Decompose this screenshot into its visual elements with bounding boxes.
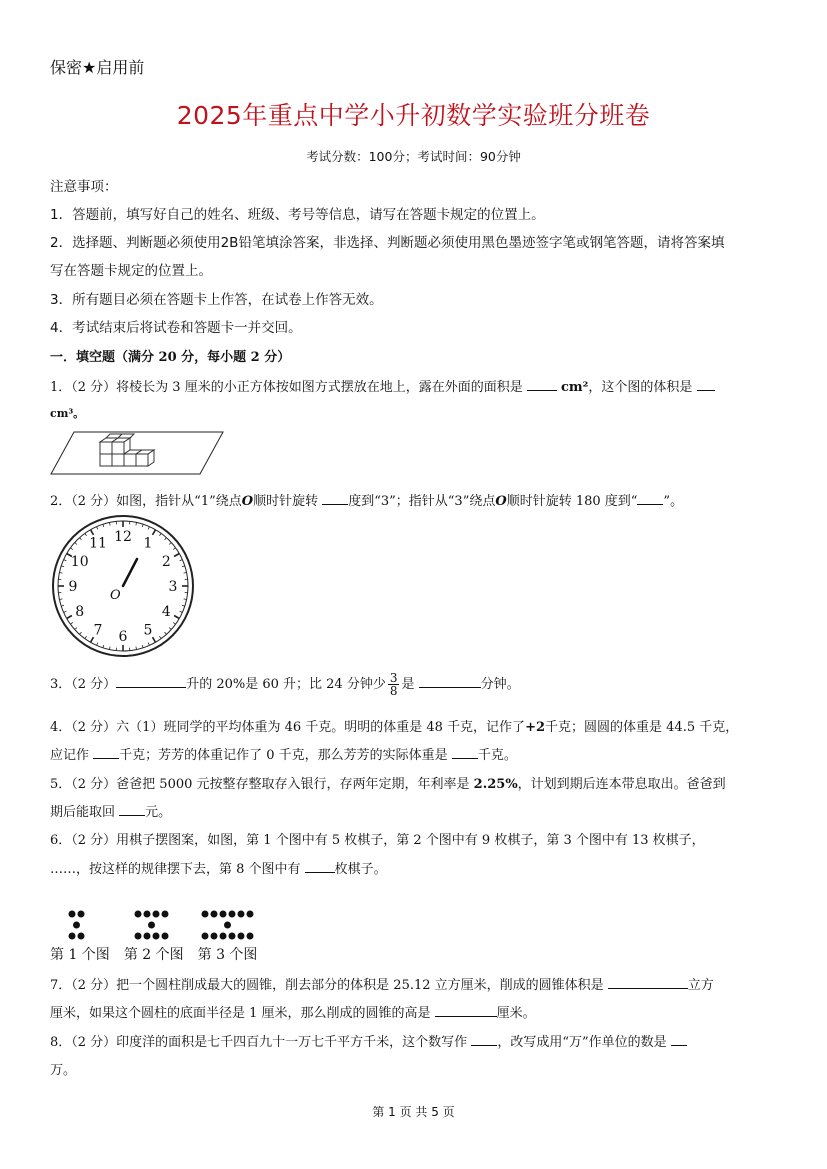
- chess-piece: [247, 911, 254, 918]
- chess-piece: [229, 911, 236, 918]
- q4-text-e: 千克。: [477, 748, 517, 763]
- q1-blank-2[interactable]: [697, 378, 715, 391]
- q7-text-b: 立方: [687, 978, 714, 993]
- question-5: [50, 773, 726, 792]
- chess-piece: [73, 922, 80, 929]
- chess-pattern-figure: [50, 908, 280, 944]
- clock-figure: [50, 513, 200, 659]
- clock-number: 2: [161, 554, 171, 570]
- note-item: 3．所有题目必须在答题卡上作答，在试卷上作答无效。: [50, 292, 383, 308]
- question-1: [50, 376, 715, 395]
- q2-blank-2[interactable]: [637, 492, 663, 505]
- clock-number: 10: [70, 554, 89, 570]
- chess-piece: [238, 933, 245, 940]
- clock-number: 11: [89, 535, 107, 552]
- chess-piece: [78, 933, 85, 940]
- chess-piece: [224, 922, 231, 929]
- q5-text-c: 期后能取回: [50, 805, 120, 820]
- chess-piece: [238, 911, 245, 918]
- q2-text-a: 2．（2 分）如图，指针从“1”绕点: [50, 494, 242, 509]
- q6-text-a: 6．（2 分）用棋子摆图案，如图，第 1 个图中有 5 枚棋子，第 2 个图中有 9 枚棋子，第 3 个图中有 13 枚棋子，: [50, 833, 705, 848]
- chess-piece: [202, 933, 209, 940]
- chess-piece: [220, 933, 227, 940]
- chess-piece: [211, 933, 218, 940]
- chess-piece: [144, 933, 151, 940]
- q3-text-d: 分钟。: [480, 677, 520, 692]
- q8-text-a: 8．（2 分）印度洋的面积是七千四百九十一万七千平方千米，这个数写作: [50, 1035, 472, 1050]
- q3-blank-2[interactable]: [419, 675, 481, 688]
- question-4-line2: [50, 744, 517, 763]
- q4-text-a: 4．（2 分）六（1）班同学的平均体重为 46 千克。明明的体重是 48 千克，记作了: [50, 720, 526, 735]
- clock-number: 12: [114, 529, 132, 545]
- question-5-line2: [50, 801, 171, 820]
- q4-blank-2[interactable]: [452, 746, 478, 759]
- q2-text-e: ”。: [663, 494, 684, 509]
- note-item: 4．考试结束后将试卷和答题卡一并交回。: [50, 320, 302, 336]
- chess-piece: [153, 933, 160, 940]
- q7-blank-1[interactable]: [608, 976, 688, 989]
- cube-face: [136, 454, 148, 466]
- q2-text-c: 度到“3”；指针从“3”绕点: [348, 494, 496, 509]
- q1-unit-2: cm³。: [50, 407, 85, 420]
- pattern-caption-3: 第 3 个图: [197, 947, 258, 963]
- clock-number: 4: [161, 604, 171, 620]
- q2-text-b: 顺时针旋转: [253, 494, 323, 509]
- question-7: [50, 974, 714, 993]
- q3-text-c: 是: [401, 677, 419, 692]
- cube-figure: [50, 430, 225, 476]
- clock-number: 3: [168, 579, 178, 595]
- fraction-numerator: 3: [389, 671, 398, 685]
- q3-text-b: 升的 20%是 60 升；比 24 分钟少: [186, 677, 386, 692]
- q5-text-b: ，计划到期后连本带息取出。爸爸到: [517, 777, 726, 792]
- question-7-line2: [50, 1002, 536, 1021]
- q2-text-d: 顺时针旋转 180 度到“: [506, 494, 638, 509]
- question-3: [50, 672, 520, 698]
- question-6: [50, 829, 705, 848]
- chess-piece: [135, 911, 142, 918]
- chess-piece: [153, 911, 160, 918]
- q8-blank-2[interactable]: [671, 1033, 687, 1046]
- fraction: [388, 672, 400, 697]
- chess-piece: [211, 911, 218, 918]
- section-heading: 一．填空题（满分 20 分，每小题 2 分）: [50, 350, 291, 365]
- chess-piece: [78, 911, 85, 918]
- q8-text-b: ，改写成用“万”作单位的数是: [497, 1035, 671, 1050]
- q7-text-c: 厘米，如果这个圆柱的底面半径是 1 厘米，那么削成的圆锥的高是: [50, 1006, 435, 1021]
- clock-number: 9: [68, 579, 78, 595]
- cube-face: [112, 442, 124, 454]
- question-6-line2: [50, 858, 387, 877]
- fraction-denominator: 8: [389, 684, 398, 698]
- q3-blank-1[interactable]: [116, 675, 186, 688]
- q4-text-d: 千克；芳芳的体重记作了 0 千克，那么芳芳的实际体重是: [119, 748, 452, 763]
- clock-center-label: O: [110, 588, 121, 603]
- chess-piece: [229, 933, 236, 940]
- cube-face: [100, 442, 112, 454]
- q2-point-o: O: [241, 494, 254, 509]
- chess-piece: [162, 933, 169, 940]
- note-item: 2．选择题、判断题必须使用2B铅笔填涂答案，非选择、判断题必须使用黑色墨迹签字笔或钢笔答题，请将答案填: [50, 235, 725, 251]
- chess-piece: [69, 933, 76, 940]
- chess-piece: [148, 922, 155, 929]
- clock-number: 8: [75, 604, 85, 620]
- chess-piece: [135, 933, 142, 940]
- q5-rate: 2.25%: [473, 777, 518, 792]
- question-8-line2: [50, 1059, 76, 1078]
- note-item: 写在答题卡规定的位置上。: [50, 263, 212, 279]
- question-8: [50, 1031, 687, 1050]
- q6-text-c: 枚棋子。: [334, 862, 387, 877]
- pattern-captions: [50, 944, 257, 964]
- chess-piece: [202, 911, 209, 918]
- confidential-label: 保密★启用前: [50, 58, 145, 77]
- pattern-caption-2: 第 2 个图: [123, 947, 184, 963]
- q6-text-b: ……，按这样的规律摆下去，第 8 个图中有: [50, 862, 305, 877]
- chess-piece: [220, 911, 227, 918]
- q4-plus-value: +2: [525, 720, 546, 735]
- clock-number: 6: [118, 629, 128, 645]
- cube-face: [124, 454, 136, 466]
- chess-piece: [162, 911, 169, 918]
- chess-piece: [69, 911, 76, 918]
- q1-blank-1[interactable]: [527, 378, 557, 391]
- q7-text-a: 7．（2 分）把一个圆柱削成最大的圆锥，削去部分的体积是 25.12 立方厘米，削成的圆锥体积是: [50, 978, 608, 993]
- q5-text-a: 5．（2 分）爸爸把 5000 元按整存整取存入银行，存两年定期，年利率是: [50, 777, 474, 792]
- q1-text-b: ，这个图的体积是: [588, 380, 697, 395]
- q5-text-d: 元。: [145, 805, 172, 820]
- chess-piece: [144, 911, 151, 918]
- page-footer: 第 1 页 共 5 页: [372, 1105, 455, 1119]
- q8-text-c: 万。: [50, 1063, 77, 1078]
- q6-blank-1[interactable]: [305, 860, 335, 873]
- q4-text-c: 应记作: [50, 748, 94, 763]
- question-2: [50, 490, 683, 509]
- q3-text-a: 3．（2 分）: [50, 677, 117, 692]
- q8-blank-1[interactable]: [471, 1033, 497, 1046]
- note-item: 1．答题前，填写好自己的姓名、班级、考号等信息，请写在答题卡规定的位置上。: [50, 207, 545, 223]
- cube-face: [100, 454, 112, 466]
- chess-piece: [247, 933, 254, 940]
- question-4: [50, 716, 738, 735]
- q7-text-d: 厘米。: [496, 1006, 536, 1021]
- q1-text-a: 1．（2 分）将棱长为 3 厘米的小正方体按如图方式摆放在地上，露在外面的面积是: [50, 380, 527, 395]
- q4-text-b: 千克；圆圆的体重是 44.5 千克，: [545, 720, 739, 735]
- q1-unit-1: cm²: [560, 380, 589, 395]
- exam-subtitle: 考试分数：100分；考试时间：90分钟: [306, 149, 521, 164]
- q2-point-o: O: [495, 494, 507, 509]
- pattern-caption-1: 第 1 个图: [50, 947, 110, 963]
- clock-number: 1: [143, 535, 153, 552]
- clock-number: 7: [93, 622, 103, 639]
- notes-heading: 注意事项：: [50, 179, 118, 195]
- q4-blank-1[interactable]: [93, 746, 119, 759]
- q2-blank-1[interactable]: [322, 492, 348, 505]
- exam-title: 2025年重点中学小升初数学实验班分班卷: [176, 101, 651, 130]
- clock-number: 5: [143, 622, 153, 639]
- q5-blank-1[interactable]: [119, 803, 145, 816]
- cube-face: [112, 454, 124, 466]
- q7-blank-2[interactable]: [435, 1004, 497, 1017]
